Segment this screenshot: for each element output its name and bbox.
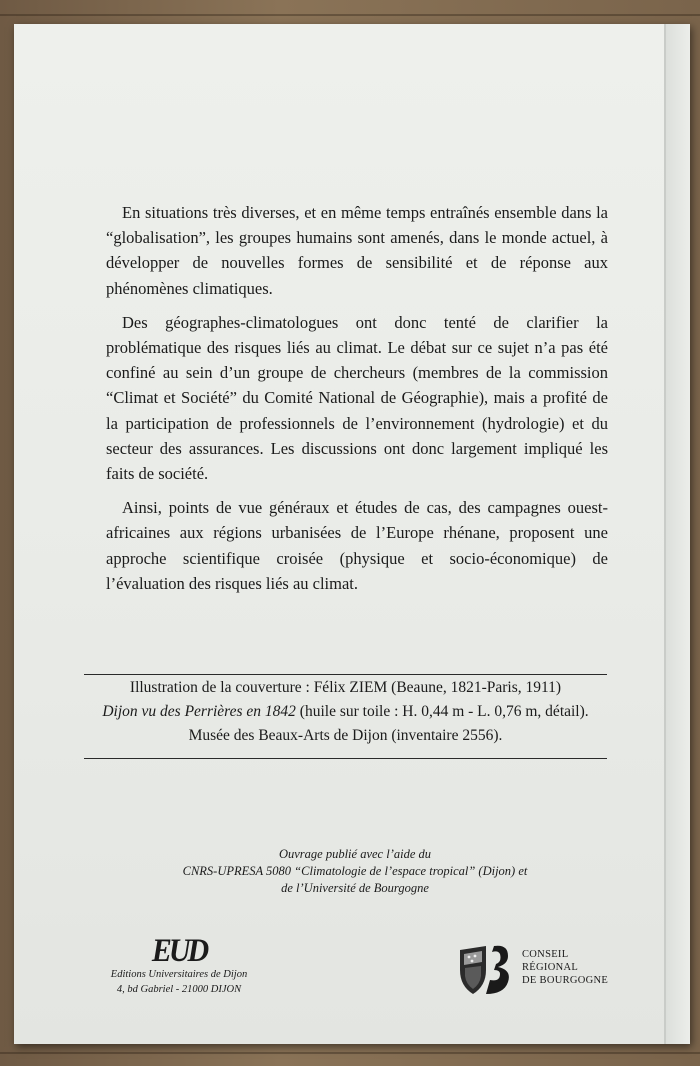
eud-logo: EUD bbox=[151, 932, 207, 969]
conseil-line: CONSEIL bbox=[522, 949, 569, 960]
publisher-address: 4, bd Gabriel - 21000 DIJON bbox=[116, 984, 242, 995]
blurb-paragraph: Ainsi, points de vue généraux et études de cas, des campagnes ouest-africaines aux régions urbanisées de l’Europe rhénane, proposent une approche scientifique croisée (physique et socio-économique) de l’évaluation des risques liés au climat. bbox=[106, 498, 608, 593]
back-cover-blurb bbox=[106, 200, 608, 605]
blurb-paragraph: Des géographes-climatologues ont donc tenté de clarifier la problématique des risques liés au climat. Le débat sur ce sujet n’a pas été confiné au sein d’un groupe de chercheurs (membres de la commission “Climat et Société” du Comité National de Géographie), mais a profité de la participation de professionnels de l’environnement (hydrologie) et du secteur des assurances. Les discussions ont donc largement impliqué les faits de société. bbox=[106, 312, 608, 484]
credit-line: Musée des Beaux-Arts de Dijon (inventaire 2556). bbox=[188, 727, 503, 744]
publication-line: de l’Université de Bourgogne bbox=[281, 881, 429, 895]
publisher-block bbox=[84, 932, 274, 997]
publication-support bbox=[140, 846, 570, 897]
blurb-paragraph: En situations très diverses, et en même temps entraînés ensemble dans la “globalisation”, les groupes humains sont amenés, dans le monde actuel, à développer de nouvelles formes de sensibilité et de réponse aux phénomènes climatiques. bbox=[106, 203, 608, 298]
publisher-name: Editions Universitaires de Dijon bbox=[110, 969, 248, 980]
page-edge bbox=[666, 24, 690, 1044]
conseil-line: DE BOURGOGNE bbox=[522, 975, 609, 986]
painting-title: Dijon vu des Perrières en 1842 bbox=[102, 703, 296, 720]
publication-line: CNRS-UPRESA 5080 “Climatologie de l’espace tropical” (Dijon) et bbox=[182, 864, 528, 878]
divider-top bbox=[84, 674, 607, 675]
conseil-text bbox=[522, 948, 608, 987]
publication-line: Ouvrage publié avec l’aide du bbox=[278, 847, 432, 861]
conseil-regional-logo bbox=[456, 940, 626, 1000]
wood-grain bbox=[0, 14, 700, 16]
cover-illustration-credit bbox=[84, 676, 607, 748]
conseil-line: RÉGIONAL bbox=[522, 962, 579, 973]
painting-details: (huile sur toile : H. 0,44 m - L. 0,76 m, détail). bbox=[295, 703, 589, 720]
credit-line: Illustration de la couverture : Félix ZIEM (Beaune, 1821-Paris, 1911) bbox=[129, 679, 562, 696]
credit-line bbox=[84, 700, 607, 724]
divider-bottom bbox=[84, 758, 607, 759]
burgundy-shield-icon bbox=[456, 940, 518, 998]
wood-grain bbox=[0, 1052, 700, 1054]
cover-fold bbox=[664, 24, 666, 1044]
